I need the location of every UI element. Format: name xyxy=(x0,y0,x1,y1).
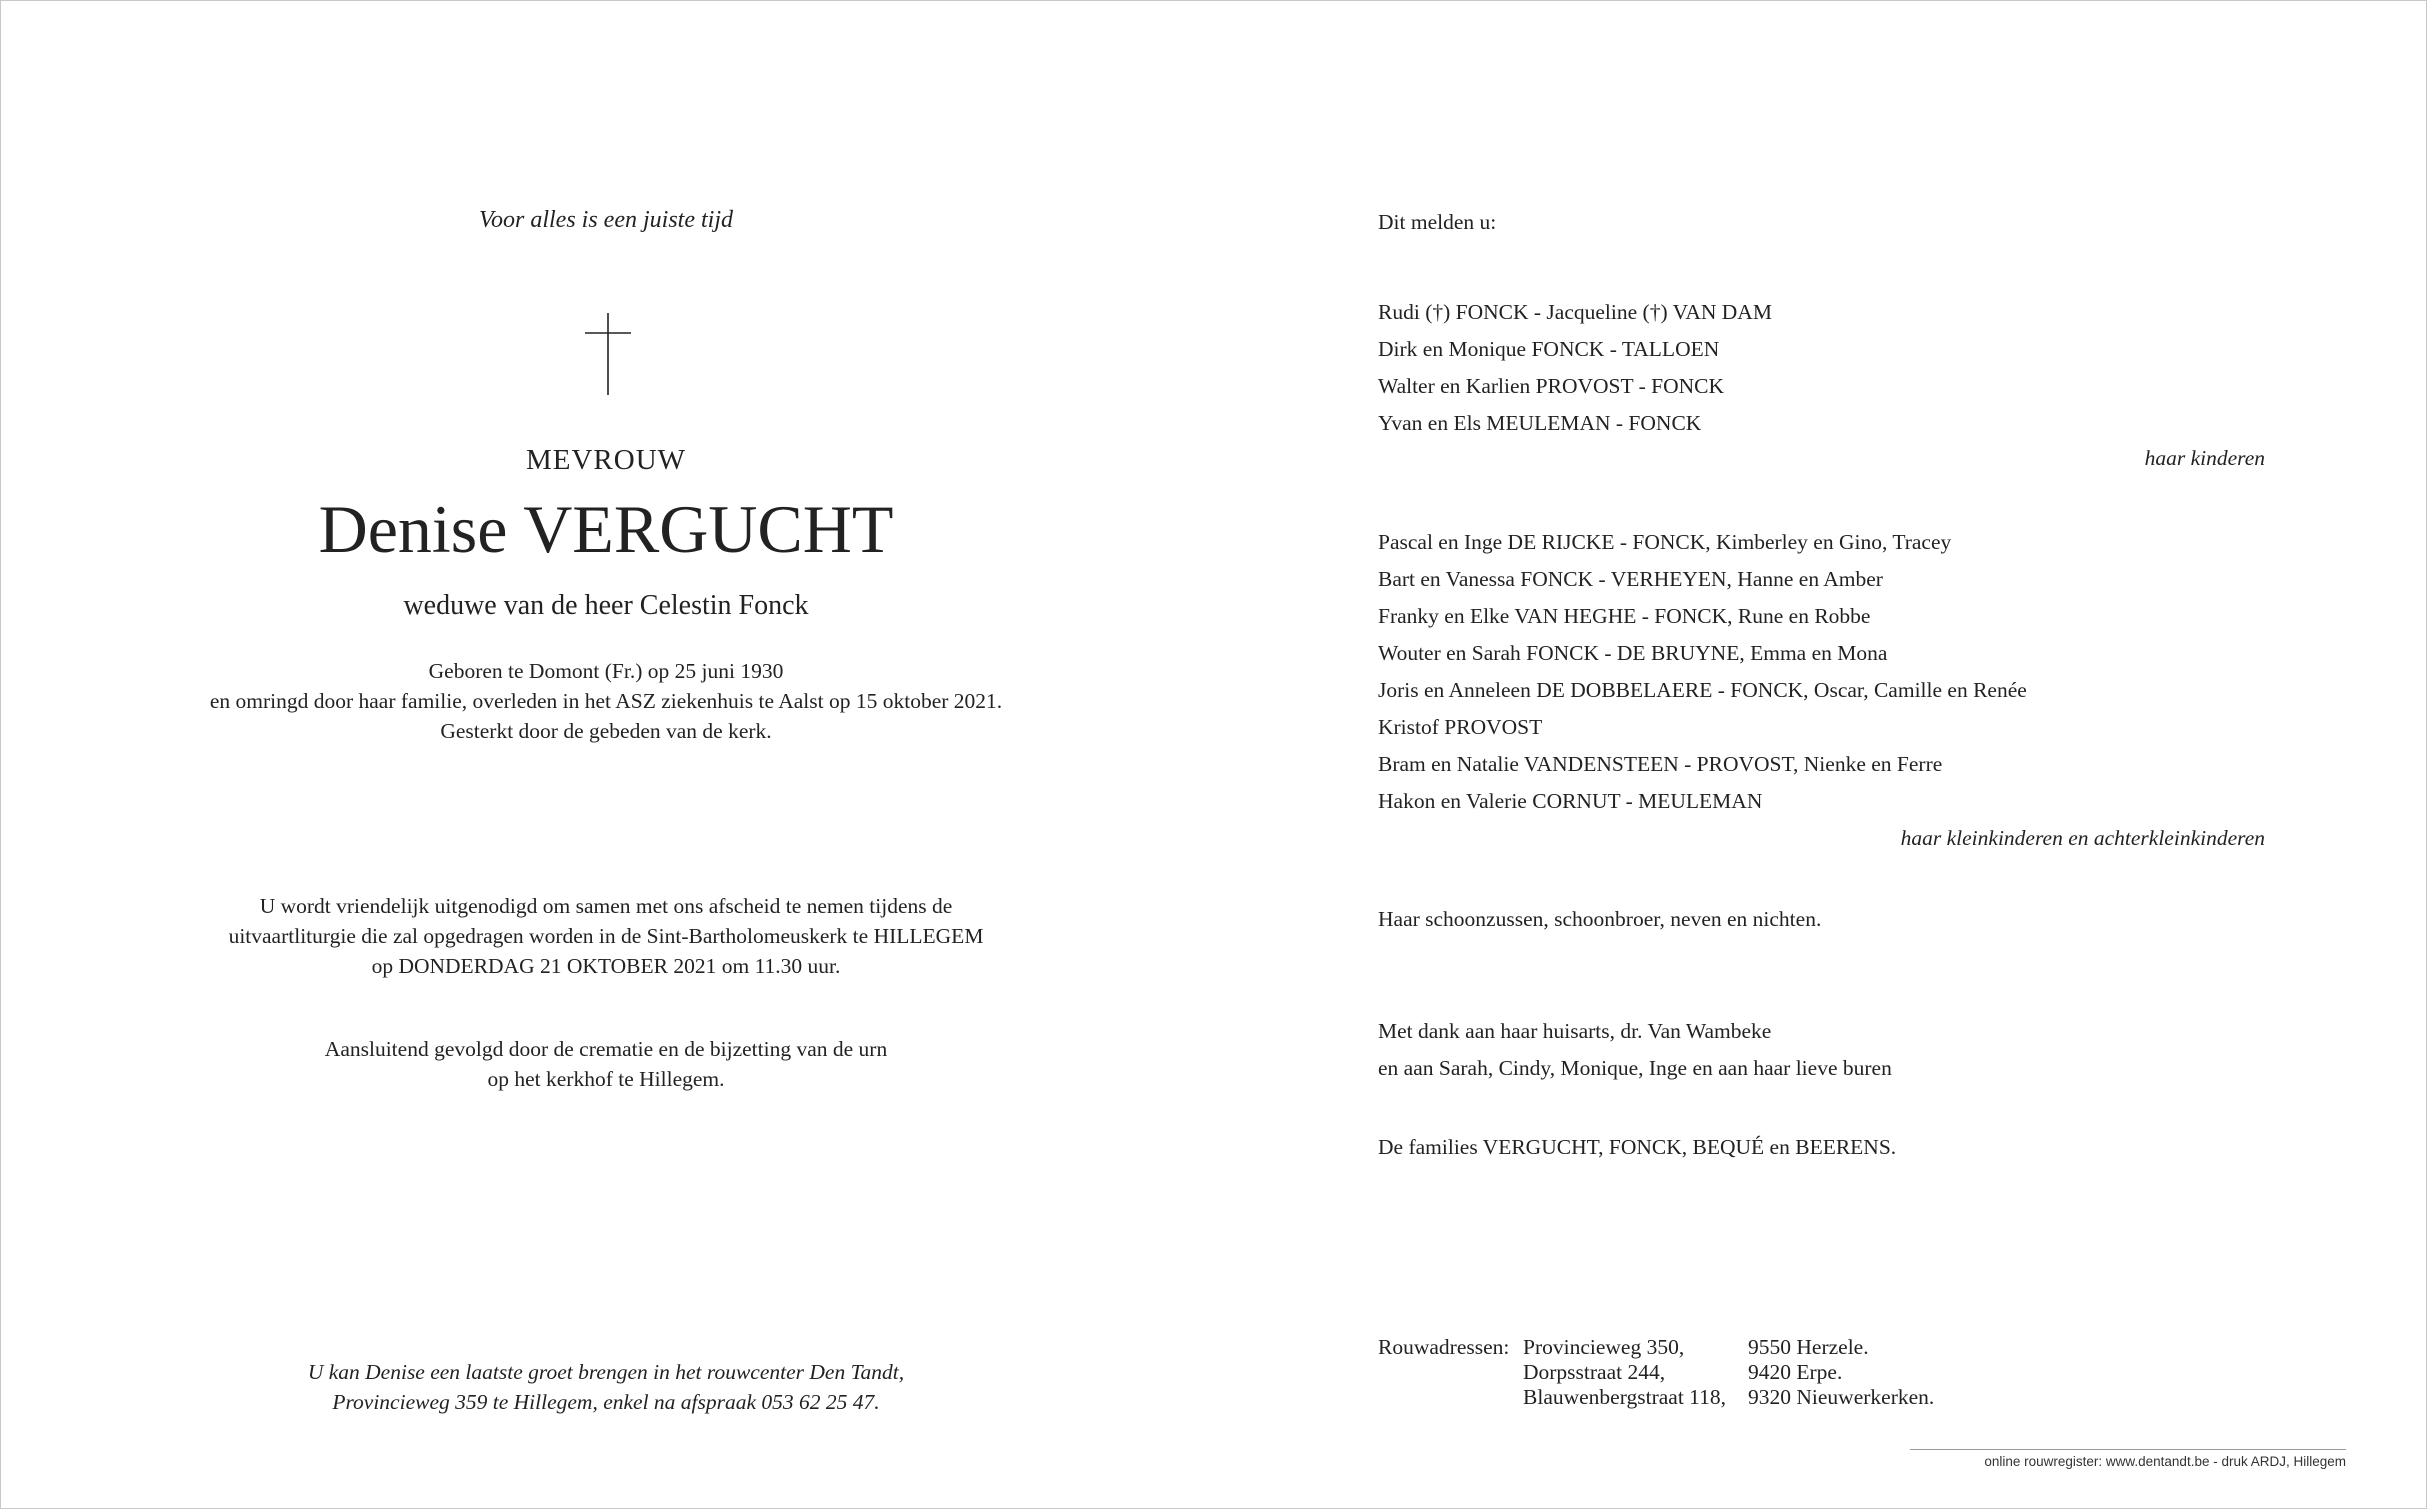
cremation-block xyxy=(0,1034,1212,1094)
list-item: Bram en Natalie VANDENSTEEN - PROVOST, Nienke en Ferre xyxy=(1378,752,1943,776)
service-line: U wordt vriendelijk uitgenodigd om samen met ons afscheid te nemen tijdens de xyxy=(259,894,953,918)
children-label: haar kinderen xyxy=(2144,446,2265,470)
birth-death-block xyxy=(0,656,1212,746)
thanks-line: Met dank aan haar huisarts, dr. Van Wambeke xyxy=(1378,1019,1772,1043)
funeral-service-block xyxy=(0,891,1212,981)
visitation-line: U kan Denise een laatste groet brengen in het rouwcenter Den Tandt, xyxy=(307,1360,905,1384)
list-item: Walter en Karlien PROVOST - FONCK xyxy=(1378,374,1725,398)
address-city: 9320 Nieuwerkerken. xyxy=(1748,1385,1935,1409)
service-line: uitvaartliturgie die zal opgedragen worden in de Sint-Bartholomeuskerk te HILLEGEM xyxy=(228,924,984,948)
address-street: Provincieweg 350, xyxy=(1523,1335,1685,1359)
address-city: 9420 Erpe. xyxy=(1748,1360,1843,1384)
birth-line: Geboren te Domont (Fr.) op 25 juni 1930 xyxy=(428,659,784,683)
church-line: Gesterkt door de gebeden van de kerk. xyxy=(440,719,772,743)
cremation-line: Aansluitend gevolgd door de crematie en de bijzetting van de urn xyxy=(324,1037,888,1061)
grandchildren-list xyxy=(1378,524,2027,820)
list-item: Bart en Vanessa FONCK - VERHEYEN, Hanne en Amber xyxy=(1378,567,1883,591)
latin-cross-icon xyxy=(585,313,631,395)
list-item: Wouter en Sarah FONCK - DE BRUYNE, Emma en Mona xyxy=(1378,641,1888,665)
service-line: op DONDERDAG 21 OKTOBER 2021 om 11.30 uur. xyxy=(371,954,841,978)
visitation-line: Provincieweg 359 te Hillegem, enkel na afspraak 053 62 25 47. xyxy=(332,1390,880,1414)
announcement-intro: Dit melden u: xyxy=(1378,210,1497,234)
left-column xyxy=(0,0,1212,1509)
address-street: Dorpsstraat 244, xyxy=(1523,1360,1666,1384)
thanks-block xyxy=(1378,1013,1892,1087)
list-item: Franky en Elke VAN HEGHE - FONCK, Rune en Robbe xyxy=(1378,604,1871,628)
grandchildren-label: haar kleinkinderen en achterkleinkinderen xyxy=(1900,826,2265,850)
families-line: De families VERGUCHT, FONCK, BEQUÉ en BEERENS. xyxy=(1378,1135,1897,1159)
footer-credit: online rouwregister: www.dentandt.be - druk ARDJ, Hillegem xyxy=(1984,1454,2346,1469)
list-item: Kristof PROVOST xyxy=(1378,715,1543,739)
list-item: Joris en Anneleen DE DOBBELAERE - FONCK, Oscar, Camille en Renée xyxy=(1378,678,2027,702)
deceased-name: Denise VERGUCHT xyxy=(318,491,894,567)
list-item: Hakon en Valerie CORNUT - MEULEMAN xyxy=(1378,789,1763,813)
visitation-block xyxy=(0,1357,1212,1417)
address-street: Blauwenbergstraat 118, xyxy=(1523,1385,1727,1409)
list-item: Dirk en Monique FONCK - TALLOEN xyxy=(1378,337,1720,361)
list-item: Yvan en Els MEULEMAN - FONCK xyxy=(1378,411,1702,435)
address-streets xyxy=(1523,1335,1726,1410)
thanks-line: en aan Sarah, Cindy, Monique, Inge en aan haar lieve buren xyxy=(1378,1056,1892,1080)
children-list xyxy=(1378,294,1772,442)
address-city: 9550 Herzele. xyxy=(1748,1335,1869,1359)
motto: Voor alles is een juiste tijd xyxy=(479,207,733,233)
honorific-title: MEVROUW xyxy=(525,444,687,476)
list-item: Rudi (†) FONCK - Jacqueline (†) VAN DAM xyxy=(1378,300,1772,324)
in-laws-line: Haar schoonzussen, schoonbroer, neven en nichten. xyxy=(1378,907,1822,931)
death-line: en omringd door haar familie, overleden in het ASZ ziekenhuis te Aalst op 15 oktober 2021. xyxy=(209,689,1003,713)
widow-line: weduwe van de heer Celestin Fonck xyxy=(403,590,809,621)
cremation-line: op het kerkhof te Hillegem. xyxy=(487,1067,725,1091)
address-cities xyxy=(1748,1335,1934,1410)
addresses-label: Rouwadressen: xyxy=(1378,1335,1510,1359)
list-item: Pascal en Inge DE RIJCKE - FONCK, Kimberley en Gino, Tracey xyxy=(1378,530,1952,554)
footer-divider xyxy=(1910,1449,2346,1450)
